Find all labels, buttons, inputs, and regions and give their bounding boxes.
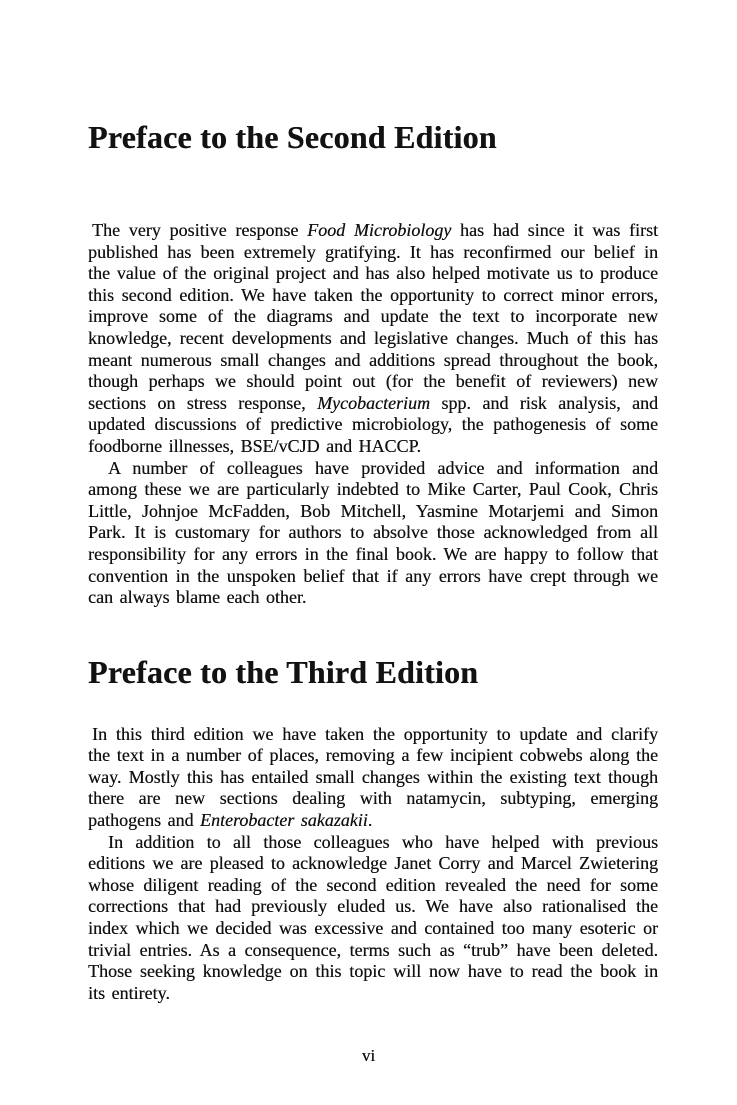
section-third-edition-preface [88,653,658,1005]
text-run: The very positive response [92,220,308,240]
text-run: spp. and risk analysis, and updated discussions of predictive microbiology, the pathogenesis of some foodborne illnesses, BSE/vCJD and HACCP. [88,392,658,456]
text-run: . [367,810,373,831]
paragraph [88,832,658,1005]
paragraph [88,724,658,832]
page-content [88,118,658,1004]
paragraph [88,458,658,609]
page-number: vi [361,1046,376,1065]
paragraph [88,220,658,458]
italic-text-run: Enterobacter sakazakii [199,810,368,831]
third-edition-heading: Preface to the Third Edition [88,653,479,690]
text-run: In this third edition we have taken the opportunity to update and clarify the text in a number of places, removing a few incipient cobwebs along the way. Mostly this has entailed small changes within the existing text though there are new sections dealing with natamycin, subtyping, emerging pathogens and [88,723,658,831]
text-run: has had since it was first published has been extremely gratifying. It has reconfirmed our belief in the value of the original project and has also helped motivate us to produce this second edition. We have taken the opportunity to correct minor errors, improve some of the diagrams and update the text to incorporate new knowledge, recent developments and legislative changes. Much of this has meant numerous small changes and additions spread throughout the book, though perhaps we should point out (for the benefit of reviewers) new sections on stress response, [88,220,658,413]
italic-text-run: Food Microbiology [307,220,452,240]
section-second-edition-preface [88,118,658,609]
italic-text-run: Mycobacterium [317,392,431,413]
text-run: In addition to all those colleagues who have helped with previous editions we are pleased to acknowledge Janet Corry and Marcel Zwietering whose diligent reading of the second edition revealed the need for some corrections that had previously eluded us. We have also rationalised the index which we decided was excessive and contained too many esoteric or trivial entries. As a consequence, terms such as “trub” have been deleted. Those seeking knowledge on this topic will now have to read the book in its entirety. [88,831,658,1003]
text-run: A number of colleagues have provided advice and information and among these we are particularly indebted to Mike Carter, Paul Cook, Chris Little, Johnjoe McFadden, Bob Mitchell, Yasmine Motarjemi and Simon Park. It is customary for authors to absolve those acknowledged from all responsibility for any errors in the final book. We are happy to follow that convention in the unspoken belief that if any errors have crept through we can always blame each other. [88,457,658,608]
second-edition-heading: Preface to the Second Edition [88,119,497,155]
